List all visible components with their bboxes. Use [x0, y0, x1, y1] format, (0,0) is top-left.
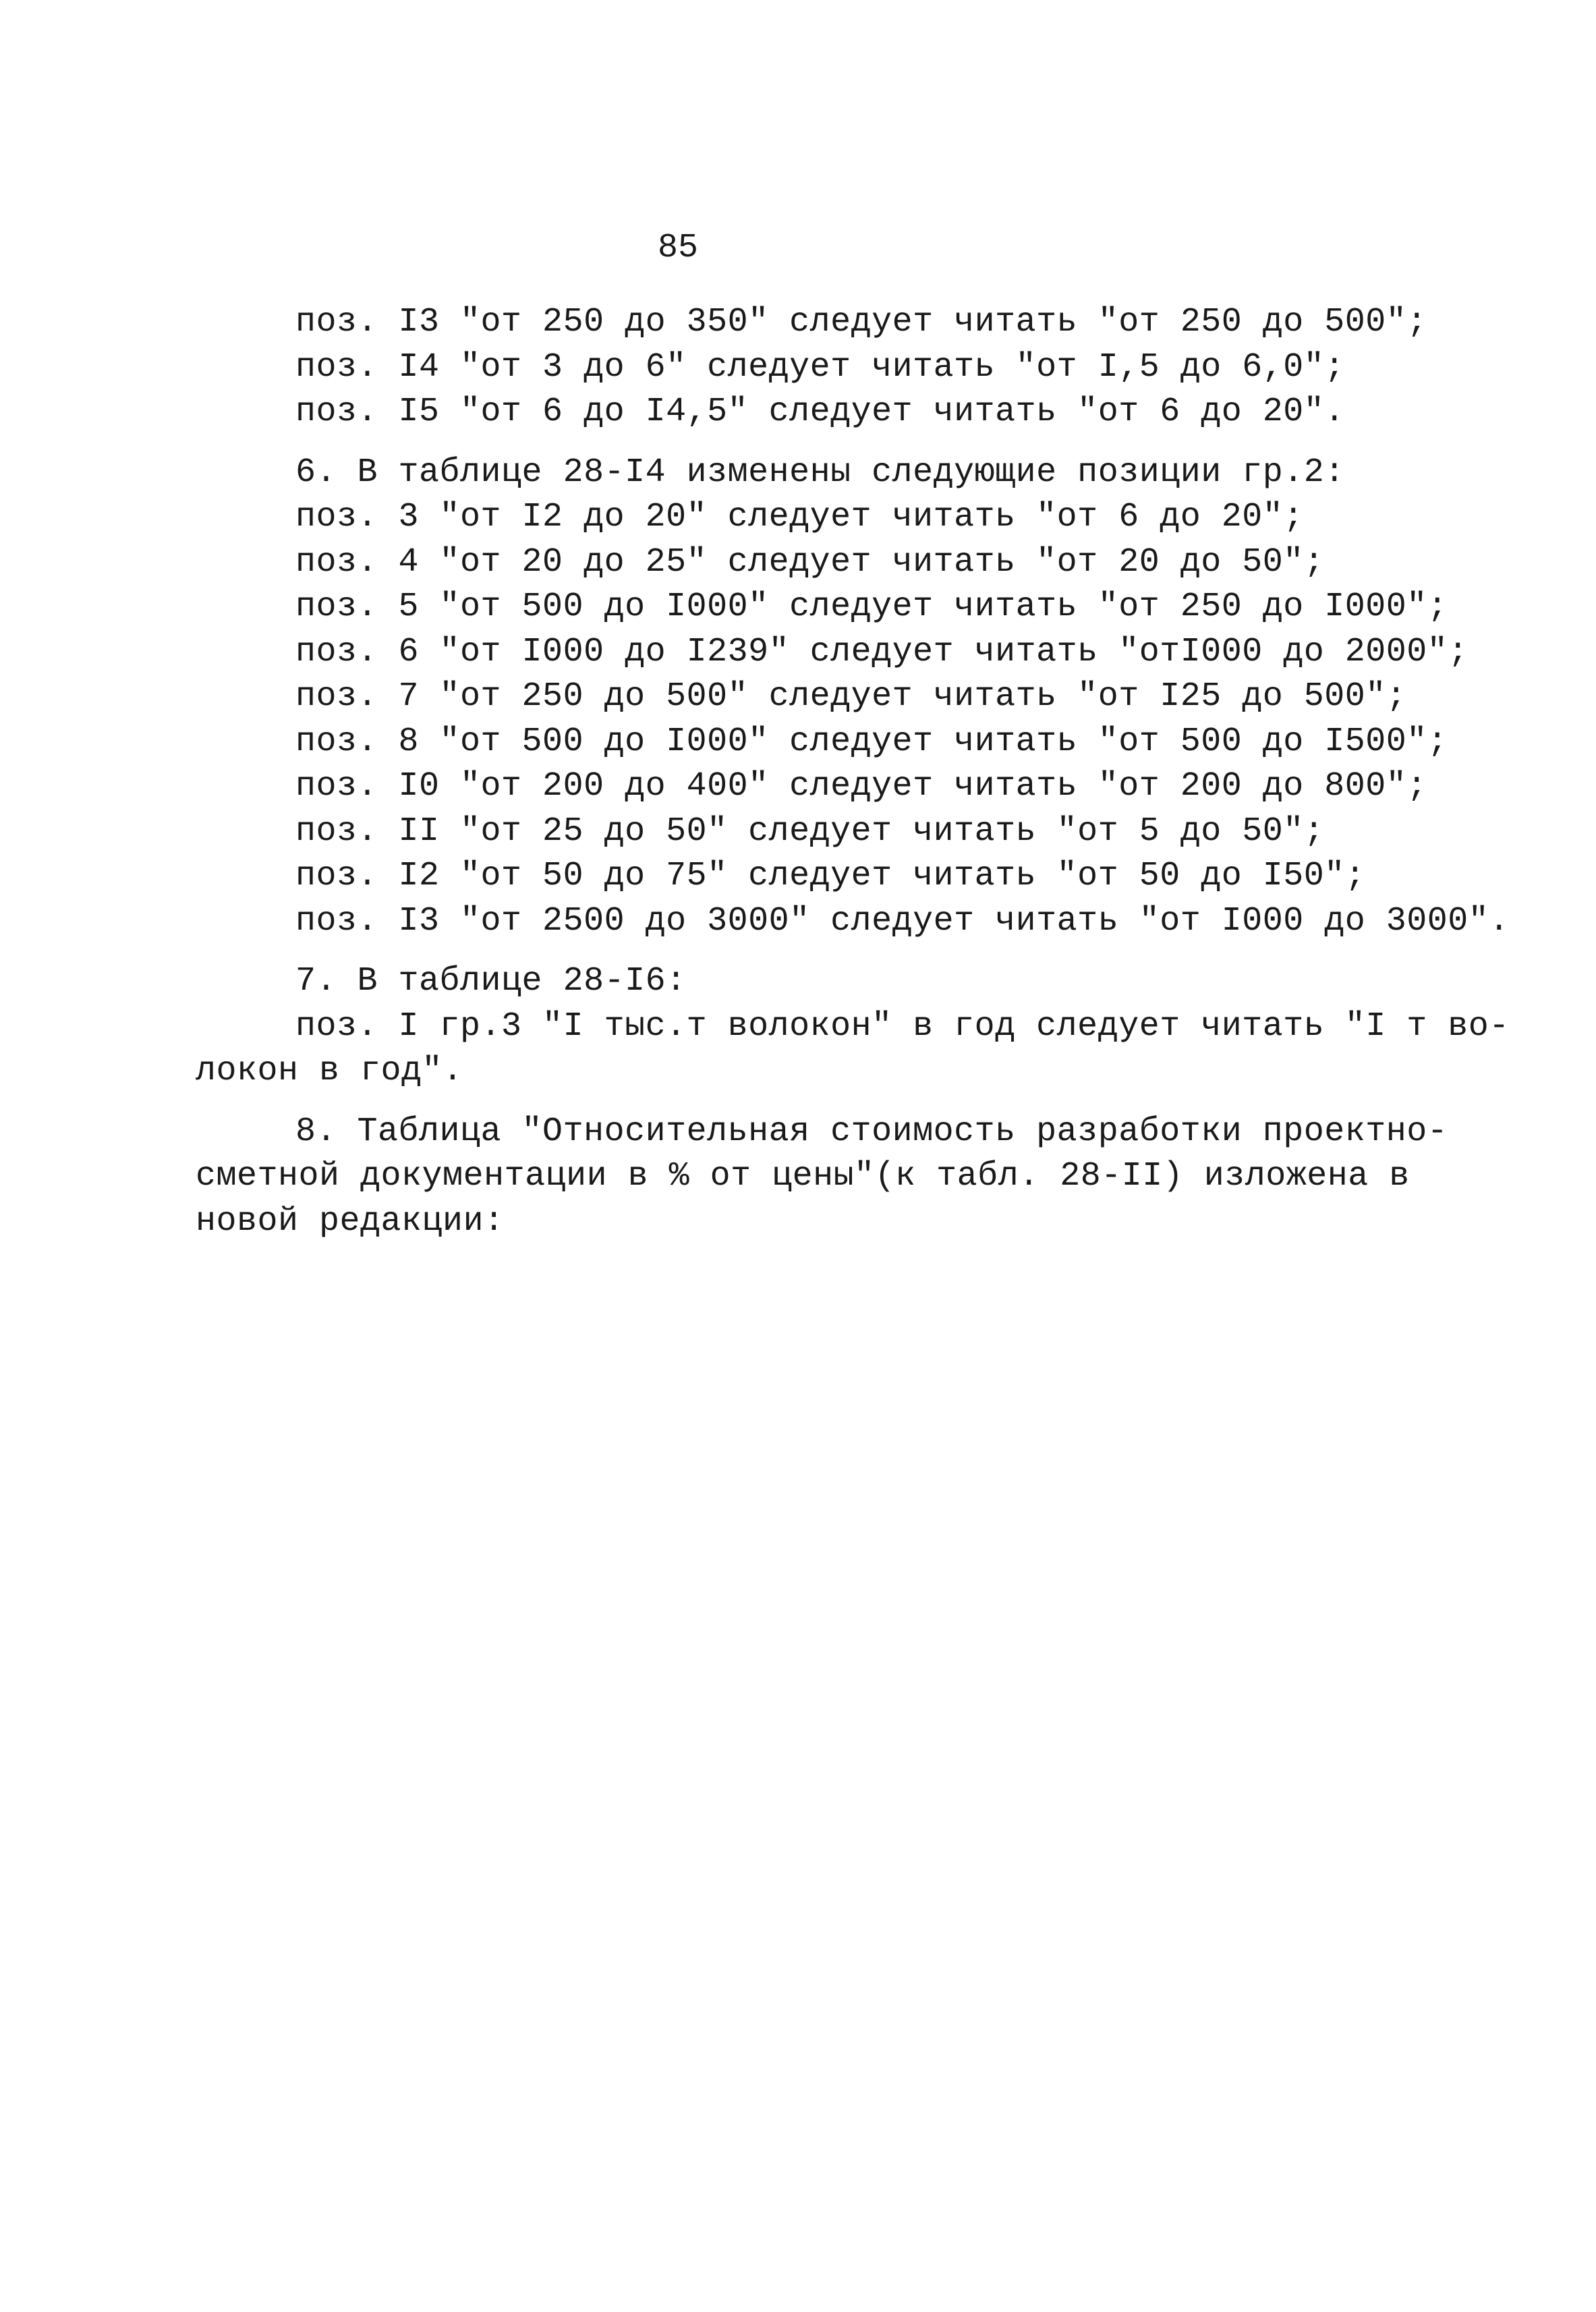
page-number: 85	[657, 229, 698, 267]
section-7	[196, 959, 1510, 1094]
text-line: поз. 5 "от 500 до I000" следует читать "от 250 до I000";	[295, 588, 1448, 626]
text-line: поз. 4 "от 20 до 25" следует читать "от 20 до 50";	[295, 542, 1325, 582]
text-line: сметной документации в % от цены"(к табл. 28-II) изложена в	[196, 1157, 1410, 1195]
text-line: поз. I4 "от 3 до 6" следует читать "от I,5 до 6,0";	[295, 347, 1345, 387]
text-line: поз. I2 "от 50 до 75" следует читать "от 50 до I50";	[295, 857, 1366, 895]
section-heading: 7. В таблице 28-I6:	[295, 962, 687, 1000]
text-line: поз. II "от 25 до 50" следует читать "от 5 до 50";	[295, 812, 1325, 851]
text-line: поз. 7 "от 250 до 500" следует читать "от I25 до 500";	[295, 677, 1407, 716]
section-8	[196, 1110, 1450, 1245]
text-line: поз. 6 "от I000 до I239" следует читать "отI000 до 2000";	[295, 632, 1469, 671]
text-line: локон в год".	[196, 1052, 463, 1090]
text-line: поз. 8 "от 500 до I000" следует читать "от 500 до I500";	[295, 722, 1448, 761]
text-line: поз. I0 "от 200 до 400" следует читать "от 200 до 800";	[295, 767, 1427, 806]
section-heading: 8. Таблица "Относительная стоимость разработки проектно-	[295, 1112, 1448, 1151]
text-line: новой редакции:	[196, 1202, 505, 1241]
text-line: поз. I3 "от 250 до 350" следует читать "от 250 до 500";	[295, 303, 1427, 341]
document-body	[196, 300, 1510, 1244]
text-line: поз. I5 "от 6 до I4,5" следует читать "от 6 до 20".	[295, 393, 1345, 431]
section-5-tail	[196, 300, 1450, 435]
section-heading: 6. В таблице 28-I4 изменены следующие позиции гр.2:	[295, 453, 1345, 492]
text-line: поз. 3 "от I2 до 20" следует читать "от 6 до 20";	[295, 498, 1304, 536]
text-line: поз. I3 "от 2500 до 3000" следует читать "от I000 до 3000".	[295, 901, 1510, 940]
text-line: поз. I гр.3 "I тыс.т волокон" в год следует читать "I т во-	[295, 1007, 1510, 1046]
section-6	[196, 451, 1510, 944]
